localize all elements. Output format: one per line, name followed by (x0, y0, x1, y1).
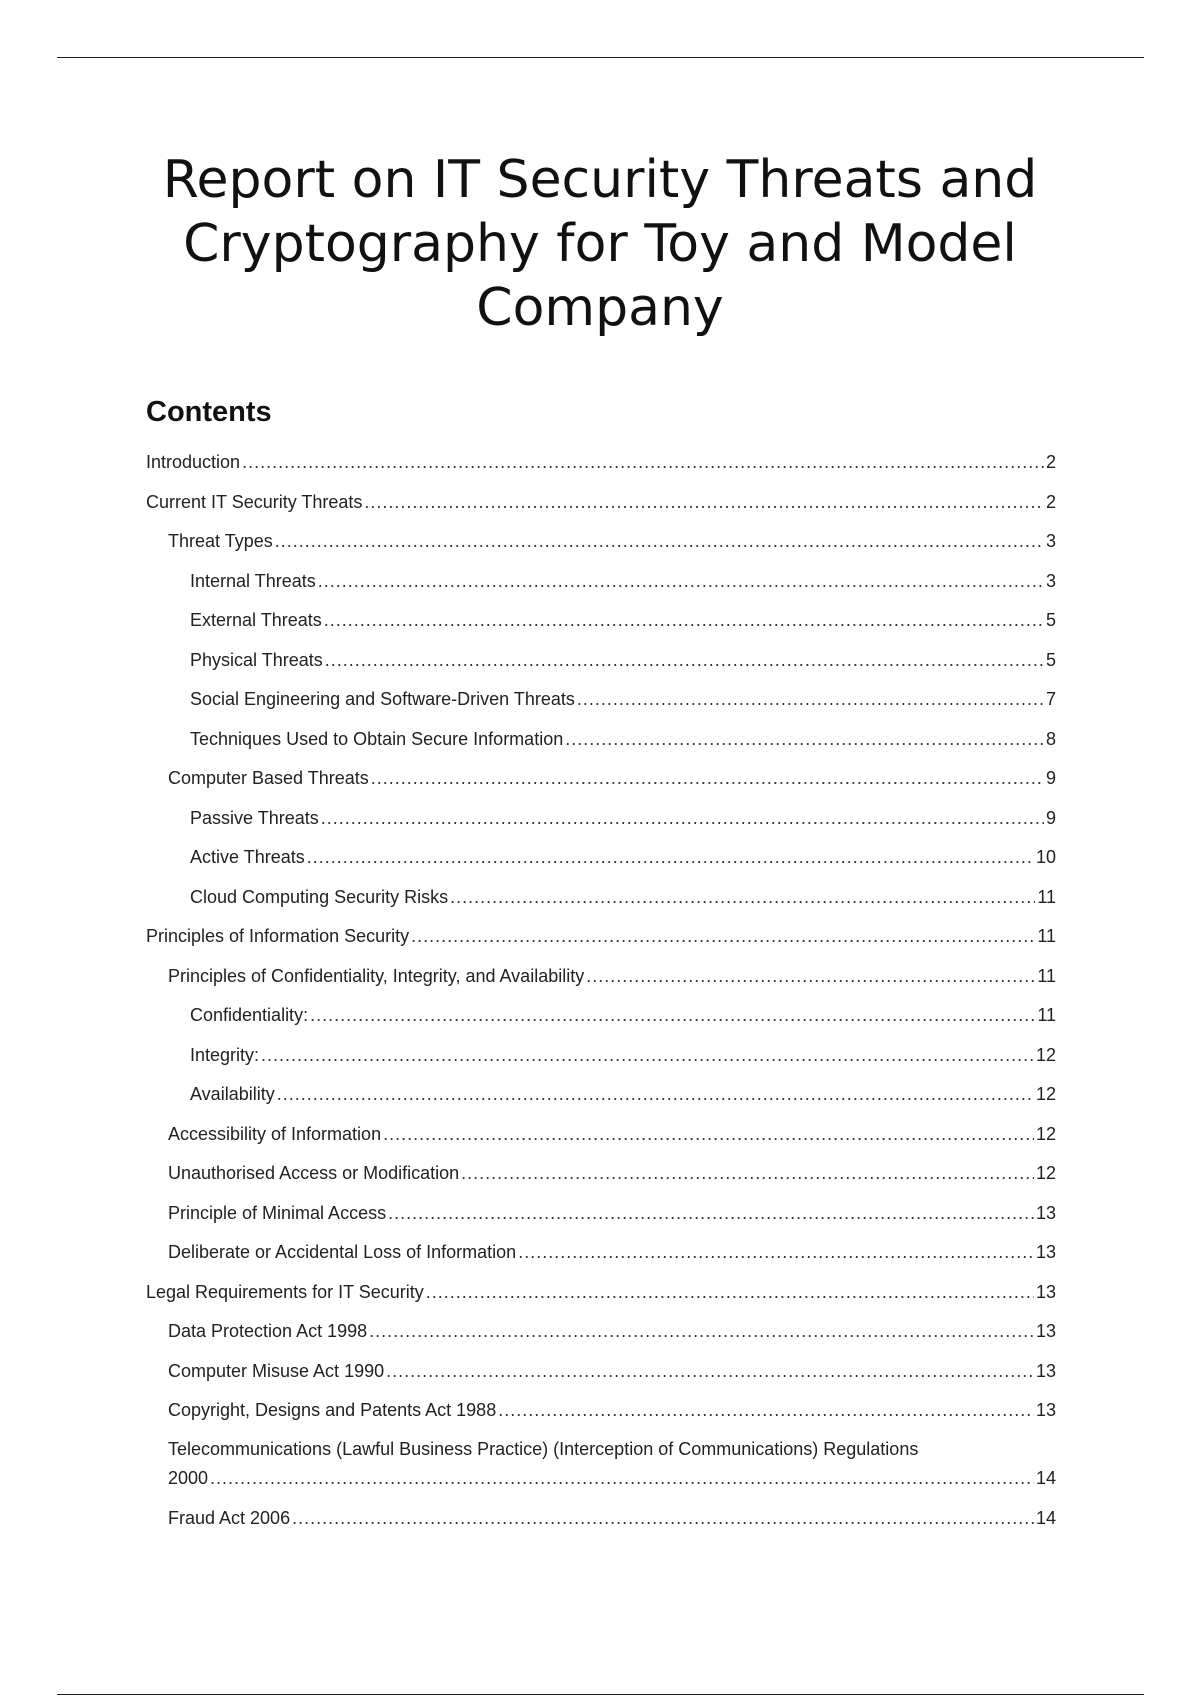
toc-leader-dots (383, 1115, 1034, 1155)
toc-entry-label: Passive Threats (190, 807, 319, 828)
toc-entry[interactable] (146, 1312, 1056, 1352)
toc-entry-page: 13 (1035, 1202, 1056, 1223)
toc-entry-page: 14 (1035, 1507, 1056, 1528)
toc-entry-page: 13 (1035, 1400, 1056, 1420)
toc-leader-dots (307, 838, 1034, 878)
toc-entry-label: Internal Threats (190, 570, 316, 591)
toc-entry-label: Social Engineering and Software-Driven Threats (190, 689, 575, 709)
toc-leader-dots (450, 878, 1035, 918)
toc-entry-label: Copyright, Designs and Patents Act 1988 (168, 1400, 497, 1420)
toc-entry-page: 13 (1035, 1242, 1056, 1262)
toc-entry[interactable] (146, 1115, 1056, 1155)
toc-entry[interactable] (146, 1154, 1056, 1194)
toc-leader-dots (318, 562, 1044, 602)
toc-entry[interactable] (146, 1233, 1056, 1273)
toc-entry-label: Data Protection Act 1998 (168, 1321, 368, 1341)
toc-entry-page: 11 (1037, 965, 1056, 986)
toc-entry-label: Availability (190, 1084, 275, 1104)
toc-entry-page: 13 (1035, 1281, 1056, 1302)
toc-leader-dots (411, 917, 1035, 957)
toc-entry-label: Legal Requirements for IT Security (146, 1281, 424, 1302)
toc-leader-dots (275, 522, 1044, 562)
toc-entry[interactable] (146, 641, 1056, 681)
toc-entry-page: 5 (1045, 610, 1056, 630)
toc-entry[interactable] (146, 917, 1056, 957)
toc-leader-dots (518, 1233, 1034, 1273)
toc-entry-page: 11 (1037, 886, 1056, 907)
toc-entry[interactable] (146, 799, 1056, 839)
toc-entry[interactable] (146, 878, 1056, 918)
toc-entry-label: Principle of Minimal Access (168, 1202, 387, 1223)
toc-leader-dots (388, 1194, 1034, 1234)
toc-entry-page: 7 (1045, 689, 1056, 709)
toc-entry-page: 10 (1035, 847, 1056, 867)
toc-entry[interactable] (146, 957, 1056, 997)
toc-entry-label: Introduction (146, 452, 241, 472)
header-rule (57, 57, 1144, 58)
toc-entry-page: 2 (1045, 452, 1056, 472)
toc-entry[interactable] (146, 443, 1056, 483)
toc-entry-page: 12 (1035, 1163, 1056, 1183)
toc-entry-page: 12 (1035, 1084, 1056, 1104)
toc-entry[interactable] (146, 1075, 1056, 1115)
toc-entry[interactable] (146, 759, 1056, 799)
toc-leader-dots (321, 799, 1044, 839)
toc-leader-dots (292, 1499, 1034, 1539)
toc-entry-page: 11 (1037, 926, 1056, 946)
toc-entry-label-continued: 2000 (168, 1467, 209, 1488)
toc-entry[interactable] (146, 1036, 1056, 1076)
toc-entry-page: 12 (1035, 1123, 1056, 1144)
toc-entry-label: Computer Misuse Act 1990 (168, 1360, 385, 1381)
toc-entry-label: Integrity: (190, 1044, 260, 1065)
toc-entry-label: Fraud Act 2006 (168, 1507, 291, 1528)
toc-entry[interactable] (146, 1499, 1056, 1539)
toc-entry-page: 3 (1045, 531, 1056, 551)
toc-leader-dots (242, 443, 1044, 483)
toc-entry-page: 3 (1045, 570, 1056, 591)
toc-leader-dots (461, 1154, 1034, 1194)
toc-entry-label: Threat Types (168, 531, 273, 551)
toc-entry-label: Computer Based Threats (168, 768, 369, 788)
toc-leader-dots (586, 957, 1035, 997)
toc-entry[interactable] (146, 838, 1056, 878)
toc-leader-dots (310, 996, 1035, 1036)
toc-entry-label: Cloud Computing Security Risks (190, 886, 449, 907)
toc-entry[interactable] (146, 1391, 1056, 1431)
toc-entry-page: 12 (1035, 1044, 1056, 1065)
toc-entry-page: 13 (1035, 1360, 1056, 1381)
contents-heading: Contents (146, 396, 272, 428)
toc-leader-dots (324, 601, 1044, 641)
toc-leader-dots (371, 759, 1044, 799)
toc-leader-dots (498, 1391, 1034, 1431)
toc-entry-label: Principles of Information Security (146, 926, 410, 946)
toc-entry-label: Active Threats (190, 847, 305, 867)
toc-entry-label: External Threats (190, 610, 322, 630)
toc-leader-dots (386, 1352, 1034, 1392)
toc-entry-label: Accessibility of Information (168, 1123, 382, 1144)
toc-entry-page: 8 (1045, 728, 1056, 749)
toc-leader-dots (325, 641, 1044, 681)
toc-entry-page: 2 (1045, 491, 1056, 512)
toc-entry-page: 9 (1045, 768, 1056, 788)
toc-leader-dots (426, 1273, 1034, 1313)
toc-entry-label: Confidentiality: (190, 1005, 309, 1025)
footer-rule (57, 1694, 1144, 1695)
toc-entry-page: 9 (1045, 807, 1056, 828)
toc-entry-page: 5 (1045, 649, 1056, 670)
toc-leader-dots (261, 1036, 1034, 1076)
toc-entry-label: Current IT Security Threats (146, 491, 363, 512)
toc-entry[interactable] (146, 996, 1056, 1036)
toc-entry-label: Principles of Confidentiality, Integrity, and Availability (168, 965, 585, 986)
toc-entry[interactable] (146, 1431, 1056, 1499)
toc-leader-dots (210, 1464, 1034, 1493)
toc-entry-page: 14 (1035, 1467, 1056, 1488)
toc-entry[interactable] (146, 562, 1056, 602)
toc-entry[interactable] (146, 601, 1056, 641)
toc-leader-dots (565, 720, 1044, 760)
toc-entry-label: Telecommunications (Lawful Business Practice) (Interception of Communications) Regulations (168, 1438, 919, 1459)
toc-entry-label: Deliberate or Accidental Loss of Information (168, 1242, 517, 1262)
toc-leader-dots (364, 483, 1044, 523)
table-of-contents (146, 443, 1056, 1538)
toc-entry[interactable] (146, 483, 1056, 523)
toc-leader-dots (577, 680, 1044, 720)
toc-leader-dots (277, 1075, 1034, 1115)
toc-entry-page: 13 (1035, 1321, 1056, 1341)
toc-leader-dots (369, 1312, 1034, 1352)
toc-entry[interactable] (146, 1194, 1056, 1234)
document-title: Report on IT Security Threats and Cryptography for Toy and Model Company (162, 150, 1038, 338)
toc-entry[interactable] (146, 1273, 1056, 1313)
toc-entry-label: Unauthorised Access or Modification (168, 1163, 460, 1183)
toc-entry[interactable] (146, 1352, 1056, 1392)
toc-entry-label: Physical Threats (190, 649, 323, 670)
toc-entry-page: 11 (1037, 1005, 1056, 1025)
toc-entry[interactable] (146, 680, 1056, 720)
toc-entry-label: Techniques Used to Obtain Secure Information (190, 728, 564, 749)
toc-entry[interactable] (146, 720, 1056, 760)
toc-entry[interactable] (146, 522, 1056, 562)
